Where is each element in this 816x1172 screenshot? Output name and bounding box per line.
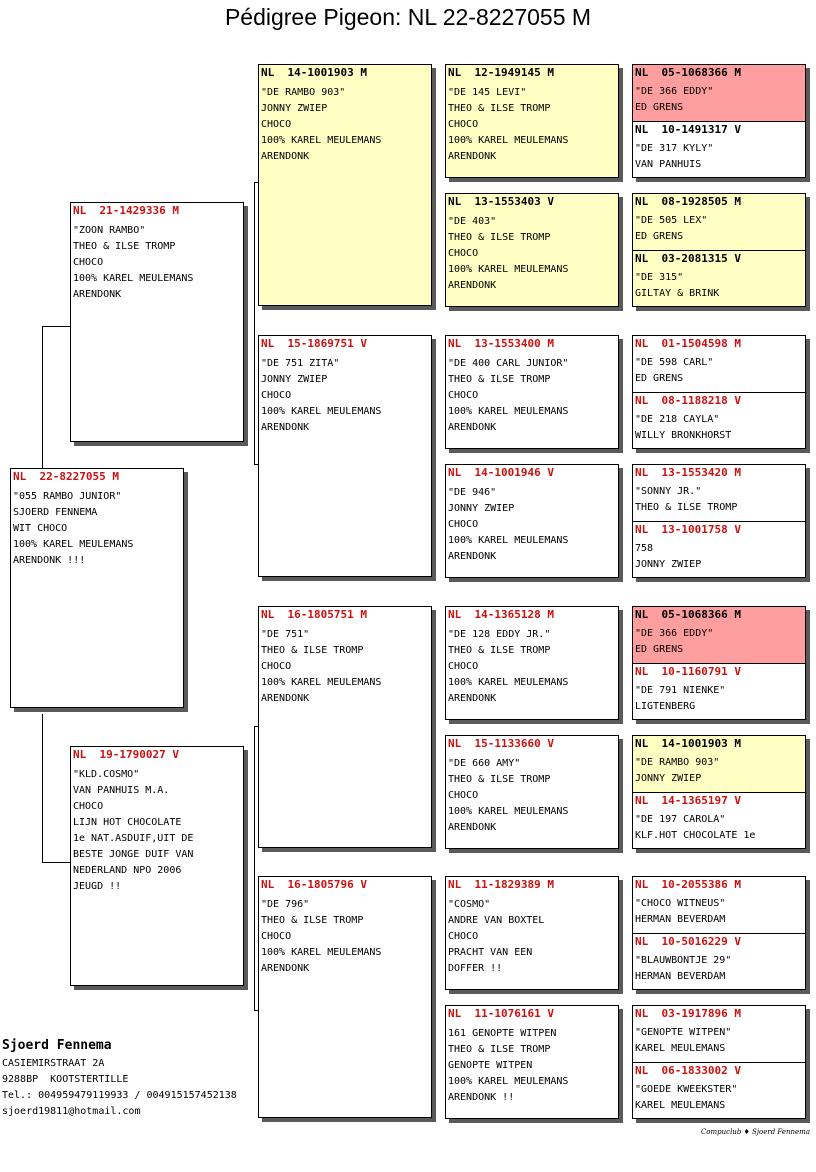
pigeon-line: 100% KAREL MEULEMANS <box>261 677 382 688</box>
pigeon-line: VAN PANHUIS <box>635 159 702 170</box>
pigeon-line: JONNY ZWIEP <box>448 503 515 514</box>
ring-number: NL 14-1001903 M <box>635 737 741 750</box>
pigeon-line: DOFFER !! <box>448 963 503 974</box>
ring-number: NL 08-1928505 M <box>635 195 741 208</box>
pigeon-line: GILTAY & BRINK <box>635 288 720 299</box>
pigeon-line: THEO & ILSE TROMP <box>73 241 176 252</box>
pigeon-line: THEO & ILSE TROMP <box>448 103 551 114</box>
pigeon-line: WIT CHOCO <box>13 523 68 534</box>
breeder-phone: Tel.: 004959479119933 / 004915157452138 <box>2 1090 237 1101</box>
pigeon-line: "DE 315" <box>635 272 684 283</box>
pigeon-line: CHOCO <box>448 390 479 401</box>
pigeon-line: ARENDONK <box>261 693 310 704</box>
pigeon-pair-card <box>632 464 806 578</box>
pigeon-card-gen4[interactable] <box>633 336 805 393</box>
pigeon-line: "DE 403" <box>448 216 497 227</box>
pigeon-pair-card <box>632 335 806 449</box>
pigeon-line: ARENDONK <box>448 280 497 291</box>
ring-number: NL 08-1188218 V <box>635 394 741 407</box>
ring-number: NL 01-1504598 M <box>635 337 741 350</box>
pigeon-line: WILLY BRONKHORST <box>635 430 732 441</box>
ring-number: NL 11-1076161 V <box>448 1007 554 1020</box>
pigeon-card-gen3[interactable] <box>445 335 619 449</box>
ring-number: NL 12-1949145 M <box>448 66 554 79</box>
connector-line <box>254 182 255 464</box>
pigeon-line: ED GRENS <box>635 102 684 113</box>
pigeon-line: THEO & ILSE TROMP <box>448 774 551 785</box>
pigeon-line: "GOEDE KWEEKSTER" <box>635 1084 738 1095</box>
pigeon-card-gen4[interactable] <box>633 877 805 934</box>
pigeon-line: GENOPTE WITPEN <box>448 1060 533 1071</box>
pigeon-line: CHOCO <box>448 519 479 530</box>
pigeon-line: THEO & ILSE TROMP <box>448 232 551 243</box>
pigeon-card-mother[interactable] <box>70 746 244 986</box>
pigeon-line: 100% KAREL MEULEMANS <box>448 1076 569 1087</box>
pigeon-line: THEO & ILSE TROMP <box>261 645 364 656</box>
pigeon-line: CHOCO <box>261 931 292 942</box>
pigeon-card-gen3[interactable] <box>445 64 619 178</box>
pigeon-card-gen2[interactable] <box>258 876 432 1118</box>
pigeon-card-gen4[interactable] <box>633 934 805 990</box>
pigeon-card-gen3[interactable] <box>445 735 619 849</box>
pigeon-card-gen4[interactable] <box>633 465 805 522</box>
pigeon-line: ARENDONK <box>448 551 497 562</box>
pigeon-line: "DE 796" <box>261 899 310 910</box>
pigeon-line: "DE 751 ZITA" <box>261 358 340 369</box>
ring-number: NL 15-1869751 V <box>261 337 367 350</box>
ring-number: NL 14-1001903 M <box>261 66 367 79</box>
pigeon-line: ED GRENS <box>635 231 684 242</box>
pigeon-line: "DE 366 EDDY" <box>635 86 714 97</box>
pigeon-card-gen4[interactable] <box>633 664 805 720</box>
ring-number: NL 05-1068366 M <box>635 66 741 79</box>
ring-number: NL 13-1553420 M <box>635 466 741 479</box>
pigeon-line: JONNY ZWIEP <box>635 559 702 570</box>
pigeon-line: THEO & ILSE TROMP <box>261 915 364 926</box>
pigeon-line: 100% KAREL MEULEMANS <box>448 677 569 688</box>
pigeon-pair-card <box>632 606 806 720</box>
pigeon-line: CHOCO <box>448 248 479 259</box>
pigeon-line: BESTE JONGE DUIF VAN <box>73 849 194 860</box>
ring-number: NL 13-1553400 M <box>448 337 554 350</box>
ring-number: NL 16-1805751 M <box>261 608 367 621</box>
pigeon-line: LIGTENBERG <box>635 701 696 712</box>
ring-number: NL 15-1133660 V <box>448 737 554 750</box>
breeder-address: CASIEMIRSTRAAT 2A <box>2 1058 105 1069</box>
pigeon-line: 100% KAREL MEULEMANS <box>261 947 382 958</box>
ring-number: NL 10-1160791 V <box>635 665 741 678</box>
pigeon-card-gen4[interactable] <box>633 736 805 793</box>
pigeon-line: CHOCO <box>448 790 479 801</box>
pigeon-card-gen2[interactable] <box>258 64 432 306</box>
pigeon-line: ARENDONK <box>448 151 497 162</box>
ring-number: NL 13-1553403 V <box>448 195 554 208</box>
pigeon-card-gen4[interactable] <box>633 194 805 251</box>
ring-number: NL 10-2055386 M <box>635 878 741 891</box>
pigeon-line: SJOERD FENNEMA <box>13 507 98 518</box>
breeder-city: 9288BP KOOTSTERTILLE <box>2 1074 129 1085</box>
pigeon-line: CHOCO <box>73 257 104 268</box>
ring-number: NL 13-1001758 V <box>635 523 741 536</box>
pigeon-line: 1e NAT.ASDUIF,UIT DE <box>73 833 194 844</box>
pigeon-line: "DE 505 LEX" <box>635 215 708 226</box>
pigeon-line: CHOCO <box>73 801 104 812</box>
pigeon-line: "DE RAMBO 903" <box>261 87 346 98</box>
pigeon-line: KAREL MEULEMANS <box>635 1043 726 1054</box>
pigeon-line: 100% KAREL MEULEMANS <box>448 135 569 146</box>
pigeon-line: CHOCO <box>261 390 292 401</box>
ring-number: NL 14-1365128 M <box>448 608 554 621</box>
breeder-info <box>2 1036 237 1120</box>
pigeon-card-gen4[interactable] <box>633 1006 805 1063</box>
pigeon-card-gen4[interactable] <box>633 1063 805 1119</box>
pigeon-card-father[interactable] <box>70 202 244 442</box>
pigeon-line: CHOCO <box>448 661 479 672</box>
pigeon-line: KLF.HOT CHOCOLATE 1e <box>635 830 756 841</box>
pigeon-line: "BLAUWBONTJE 29" <box>635 955 732 966</box>
pigeon-line: "KLD.COSMO" <box>73 769 140 780</box>
pigeon-line: "DE 128 EDDY JR." <box>448 629 551 640</box>
pigeon-line: 100% KAREL MEULEMANS <box>261 406 382 417</box>
pigeon-pair-card <box>632 64 806 178</box>
pigeon-pair-card <box>632 193 806 307</box>
pigeon-line: 758 <box>635 543 654 554</box>
pigeon-line: 100% KAREL MEULEMANS <box>448 806 569 817</box>
pigeon-line: CHOCO <box>448 931 479 942</box>
pigeon-card-gen3[interactable] <box>445 876 619 990</box>
footer-credit: Compuclub ♦ Sjoerd Fennema <box>700 1128 810 1136</box>
pigeon-card-gen3[interactable] <box>445 606 619 720</box>
pigeon-line: "DE 145 LEVI" <box>448 87 527 98</box>
pigeon-line: ED GRENS <box>635 644 684 655</box>
pigeon-line: 161 GENOPTE WITPEN <box>448 1028 557 1039</box>
ring-number: NL 19-1790027 V <box>73 748 179 761</box>
pigeon-card-gen4[interactable] <box>633 122 805 178</box>
pigeon-line: "DE 660 AMY" <box>448 758 521 769</box>
pigeon-line: 100% KAREL MEULEMANS <box>73 273 194 284</box>
pigeon-card-gen3[interactable] <box>445 193 619 307</box>
pigeon-line: "DE 366 EDDY" <box>635 628 714 639</box>
pigeon-line: 100% KAREL MEULEMANS <box>448 535 569 546</box>
connector-line <box>42 714 43 862</box>
pigeon-line: VAN PANHUIS M.A. <box>73 785 170 796</box>
ring-number: NL 14-1365197 V <box>635 794 741 807</box>
pigeon-line: JONNY ZWIEP <box>261 103 328 114</box>
ring-number: NL 22-8227055 M <box>13 470 119 483</box>
pigeon-line: ARENDONK <box>448 822 497 833</box>
pigeon-card-gen4[interactable] <box>633 793 805 849</box>
pigeon-line: "DE 218 CAYLA" <box>635 414 720 425</box>
pigeon-line: ANDRE VAN BOXTEL <box>448 915 545 926</box>
pigeon-card-gen4[interactable] <box>633 393 805 449</box>
pigeon-line: HERMAN BEVERDAM <box>635 914 726 925</box>
pigeon-card-gen3[interactable] <box>445 1005 619 1119</box>
pigeon-line: "055 RAMBO JUNIOR" <box>13 491 122 502</box>
breeder-email[interactable]: sjoerd19811@hotmail.com <box>2 1106 141 1117</box>
pigeon-pair-card <box>632 735 806 849</box>
pigeon-line: "GENOPTE WITPEN" <box>635 1027 732 1038</box>
ring-number: NL 14-1001946 V <box>448 466 554 479</box>
pigeon-card-gen2[interactable] <box>258 606 432 848</box>
pigeon-card-gen4[interactable] <box>633 607 805 664</box>
pigeon-line: PRACHT VAN EEN <box>448 947 533 958</box>
pigeon-line: 100% KAREL MEULEMANS <box>261 135 382 146</box>
pigeon-pair-card <box>632 876 806 990</box>
pigeon-line: ARENDONK <box>73 289 122 300</box>
pigeon-line: JONNY ZWIEP <box>635 773 702 784</box>
breeder-name: Sjoerd Fennema <box>2 1038 112 1053</box>
pigeon-card-gen4[interactable] <box>633 251 805 307</box>
pigeon-line: 100% KAREL MEULEMANS <box>448 406 569 417</box>
pigeon-card-gen2[interactable] <box>258 335 432 577</box>
pigeon-pair-card <box>632 1005 806 1119</box>
pigeon-line: "DE RAMBO 903" <box>635 757 720 768</box>
ring-number: NL 11-1829389 M <box>448 878 554 891</box>
pigeon-line: JEUGD !! <box>73 881 122 892</box>
connector-line <box>42 326 70 327</box>
pigeon-card-subject[interactable] <box>10 468 184 708</box>
pigeon-line: ARENDONK !!! <box>13 555 86 566</box>
pigeon-line: "DE 946" <box>448 487 497 498</box>
ring-number: NL 03-1917896 M <box>635 1007 741 1020</box>
pigeon-line: LIJN HOT CHOCOLATE <box>73 817 182 828</box>
pigeon-line: ARENDONK <box>448 422 497 433</box>
pigeon-line: ED GRENS <box>635 373 684 384</box>
pigeon-line: 100% KAREL MEULEMANS <box>448 264 569 275</box>
connector-line <box>254 726 255 1010</box>
pigeon-line: "DE 317 KYLY" <box>635 143 714 154</box>
pigeon-line: THEO & ILSE TROMP <box>635 502 738 513</box>
pigeon-line: "DE 400 CARL JUNIOR" <box>448 358 569 369</box>
pigeon-card-gen3[interactable] <box>445 464 619 578</box>
pigeon-line: "DE 791 NIENKE" <box>635 685 726 696</box>
pigeon-line: ARENDONK <box>261 151 310 162</box>
pigeon-line: "SONNY JR." <box>635 486 702 497</box>
connector-line <box>42 862 70 863</box>
ring-number: NL 10-5016229 V <box>635 935 741 948</box>
pigeon-line: "CHOCO WITNEUS" <box>635 898 726 909</box>
pigeon-line: "DE 751" <box>261 629 310 640</box>
ring-number: NL 16-1805796 V <box>261 878 367 891</box>
pigeon-line: HERMAN BEVERDAM <box>635 971 726 982</box>
ring-number: NL 06-1833002 V <box>635 1064 741 1077</box>
ring-number: NL 03-2081315 V <box>635 252 741 265</box>
pigeon-line: CHOCO <box>261 661 292 672</box>
ring-number: NL 05-1068366 M <box>635 608 741 621</box>
ring-number: NL 21-1429336 M <box>73 204 179 217</box>
pigeon-line: ARENDONK <box>261 963 310 974</box>
pigeon-card-gen4[interactable] <box>633 65 805 122</box>
pigeon-line: THEO & ILSE TROMP <box>448 1044 551 1055</box>
pigeon-line: THEO & ILSE TROMP <box>448 645 551 656</box>
ring-number: NL 10-1491317 V <box>635 123 741 136</box>
pigeon-line: JONNY ZWIEP <box>261 374 328 385</box>
pigeon-line: ARENDONK <box>261 422 310 433</box>
pigeon-line: THEO & ILSE TROMP <box>448 374 551 385</box>
pigeon-line: "DE 598 CARL" <box>635 357 714 368</box>
pigeon-line: ARENDONK !! <box>448 1092 515 1103</box>
pigeon-line: KAREL MEULEMANS <box>635 1100 726 1111</box>
connector-line <box>42 326 43 468</box>
pigeon-line: "ZOON RAMBO" <box>73 225 146 236</box>
pigeon-card-gen4[interactable] <box>633 522 805 578</box>
pigeon-line: 100% KAREL MEULEMANS <box>13 539 134 550</box>
pigeon-line: ARENDONK <box>448 693 497 704</box>
pigeon-line: CHOCO <box>261 119 292 130</box>
pigeon-line: CHOCO <box>448 119 479 130</box>
page-title: Pédigree Pigeon: NL 22-8227055 M <box>224 4 592 30</box>
pigeon-line: NEDERLAND NPO 2006 <box>73 865 182 876</box>
pigeon-line: "COSMO" <box>448 899 491 910</box>
pigeon-line: "DE 197 CAROLA" <box>635 814 726 825</box>
